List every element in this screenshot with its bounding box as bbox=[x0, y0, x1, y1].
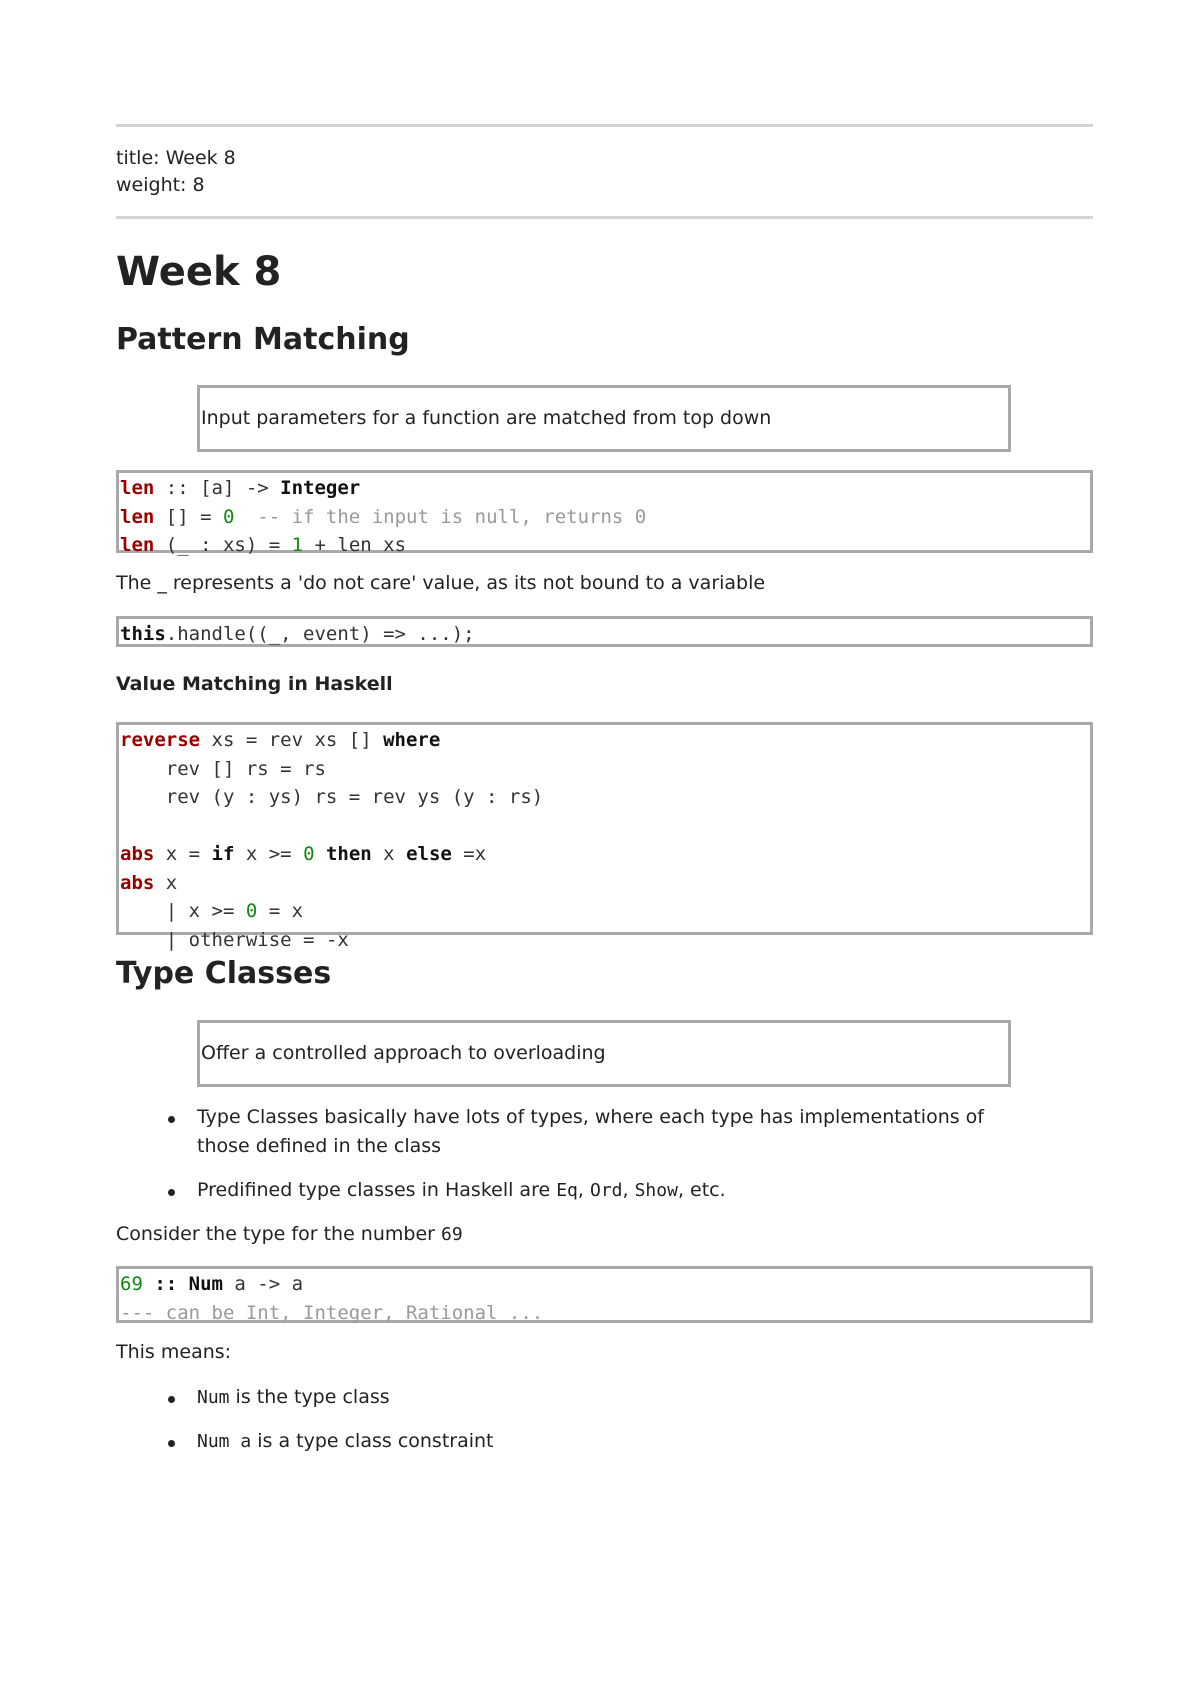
code-keyword: reverse bbox=[120, 729, 201, 751]
code-block-reverse-abs bbox=[116, 722, 1093, 951]
code-number: 0 bbox=[303, 843, 315, 865]
code-block-num bbox=[116, 1266, 1093, 1323]
code-text: (_ : xs) = bbox=[154, 534, 292, 556]
code-text: rev [] rs = rs bbox=[120, 757, 326, 780]
code-keyword: where bbox=[383, 729, 441, 751]
code-number: 69 bbox=[120, 1273, 143, 1295]
list-item-text: , bbox=[622, 1179, 635, 1201]
page-title: Week 8 bbox=[116, 249, 282, 295]
code-text: x >= bbox=[234, 843, 304, 865]
paragraph-number-69 bbox=[116, 1220, 463, 1249]
bullet-list-type-classes bbox=[116, 1103, 1093, 1205]
paragraph-this-means: This means: bbox=[116, 1341, 232, 1363]
code-comment: --- can be Int, Integer, Rational ... bbox=[120, 1301, 544, 1324]
frontmatter-weight: weight: 8 bbox=[116, 174, 205, 196]
list-item-text: , etc. bbox=[677, 1179, 726, 1201]
code-text: a -> a bbox=[222, 1273, 304, 1295]
blockquote-pattern-text: Input parameters for a function are matched from top down bbox=[201, 407, 772, 429]
frontmatter-title: title: Week 8 bbox=[116, 147, 236, 169]
subsection-title-value-matching: Value Matching in Haskell bbox=[116, 673, 393, 695]
code-text: [] = bbox=[154, 505, 223, 528]
list-item-text: is a type class constraint bbox=[251, 1430, 494, 1452]
bullet-icon bbox=[168, 1440, 175, 1447]
code-block-len bbox=[116, 470, 1093, 556]
code-text: :: bbox=[142, 1273, 189, 1295]
code-text: = x bbox=[257, 900, 304, 922]
code-text: | otherwise = -x bbox=[120, 928, 349, 951]
list-item-text: Predifined type classes in Haskell are bbox=[197, 1179, 557, 1201]
list-item bbox=[116, 1427, 1093, 1456]
code-text: =x bbox=[451, 843, 487, 865]
code-keyword: if bbox=[211, 843, 235, 865]
list-item bbox=[116, 1176, 1093, 1205]
list-item-text: those defined in the class bbox=[197, 1135, 442, 1157]
code-number: 1 bbox=[291, 534, 304, 556]
section-title-pattern-matching: Pattern Matching bbox=[116, 322, 410, 357]
code-keyword: this bbox=[120, 623, 166, 645]
list-item-text: is the type class bbox=[229, 1386, 390, 1408]
code-type: Integer bbox=[280, 477, 361, 499]
code-keyword: len bbox=[120, 505, 155, 528]
bullet-icon bbox=[168, 1189, 175, 1196]
code-text: | x >= bbox=[120, 900, 246, 922]
code-number: 0 bbox=[245, 900, 258, 922]
inline-code: Num a bbox=[197, 1431, 252, 1452]
code-text: .handle((_, event) => ...); bbox=[165, 623, 475, 645]
code-text: :: [a] -> bbox=[154, 477, 281, 499]
list-item-text: , bbox=[577, 1179, 590, 1201]
inline-code: 69 bbox=[441, 1224, 463, 1245]
code-number: 0 bbox=[222, 505, 235, 528]
code-text bbox=[315, 843, 326, 865]
code-keyword: abs bbox=[120, 871, 155, 894]
bullet-icon bbox=[168, 1396, 175, 1403]
code-text: xs = rev xs [] bbox=[200, 729, 384, 751]
code-keyword: else bbox=[406, 843, 452, 865]
code-type: Num bbox=[188, 1273, 223, 1295]
blockquote-type-classes-text: Offer a controlled approach to overloading bbox=[201, 1042, 606, 1064]
frontmatter-bottom-rule bbox=[116, 216, 1093, 219]
list-item bbox=[116, 1383, 1093, 1412]
code-comment: -- if the input is null, returns 0 bbox=[234, 505, 647, 528]
code-block-handle bbox=[116, 616, 1093, 647]
frontmatter-top-rule bbox=[116, 124, 1093, 127]
code-keyword: abs bbox=[120, 843, 155, 865]
inline-code: Ord bbox=[589, 1180, 623, 1201]
inline-code: Num bbox=[197, 1387, 230, 1408]
inline-code: Eq bbox=[556, 1180, 578, 1201]
code-text: x = bbox=[154, 843, 212, 865]
blockquote-type-classes bbox=[197, 1020, 1011, 1087]
section-title-type-classes: Type Classes bbox=[116, 956, 332, 991]
list-item-text: Type Classes basically have lots of types, where each type has implementations of bbox=[197, 1106, 984, 1128]
paragraph-underscore: The _ represents a 'do not care' value, as its not bound to a variable bbox=[116, 572, 766, 594]
code-text: x bbox=[154, 871, 178, 894]
blockquote-pattern bbox=[197, 385, 1011, 452]
code-text: rev (y : ys) rs = rev ys (y : rs) bbox=[120, 786, 544, 808]
paragraph-text: Consider the type for the number bbox=[116, 1223, 441, 1245]
code-text: + len xs bbox=[303, 534, 407, 556]
inline-code: Show bbox=[634, 1180, 678, 1201]
bullet-icon bbox=[168, 1116, 175, 1123]
code-keyword: then bbox=[325, 843, 372, 865]
code-keyword: len bbox=[120, 534, 155, 556]
code-text: x bbox=[371, 843, 407, 865]
bullet-list-num bbox=[116, 1383, 1093, 1456]
code-keyword: len bbox=[120, 477, 155, 499]
list-item bbox=[116, 1103, 1093, 1161]
